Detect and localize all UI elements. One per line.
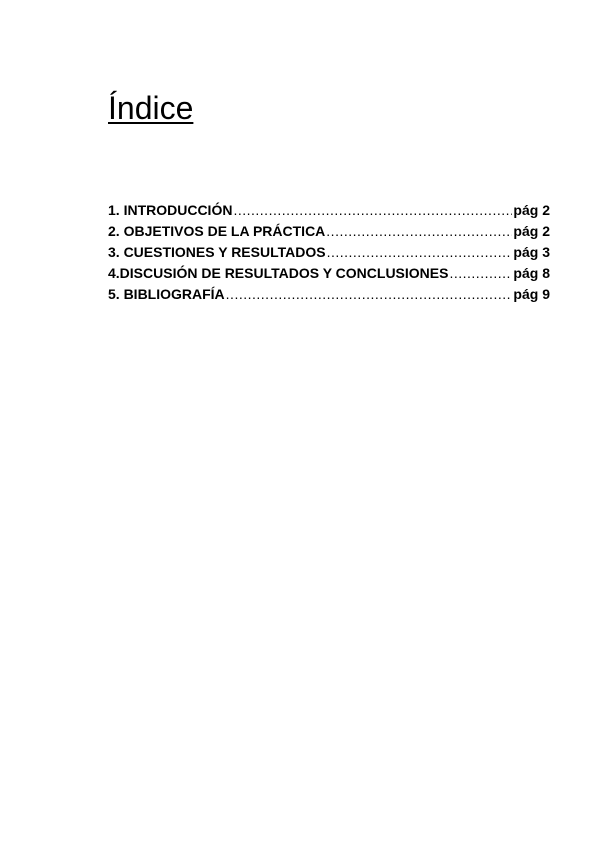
toc-entry-cuestiones — [108, 242, 550, 263]
toc-entry-bibliografia — [108, 284, 550, 305]
toc-entry-page: pág 9 — [513, 286, 550, 302]
toc-entry-label: 5. BIBLIOGRAFÍA — [108, 286, 225, 302]
toc-dot-leader — [233, 200, 512, 221]
toc-entry-discusion — [108, 263, 550, 284]
toc-entry-page: pág 3 — [513, 244, 550, 260]
toc-entry-label: 4.DISCUSIÓN DE RESULTADOS Y CONCLUSIONES — [108, 265, 449, 281]
toc-dot-leader — [449, 263, 512, 284]
toc-dot-leader — [326, 221, 512, 242]
toc-dot-leader — [226, 284, 513, 305]
toc-entry-objetivos — [108, 221, 550, 242]
table-of-contents — [108, 200, 550, 305]
toc-entry-label: 3. CUESTIONES Y RESULTADOS — [108, 244, 326, 260]
toc-dot-leader — [327, 242, 513, 263]
toc-entry-page: pág 2 — [513, 223, 550, 239]
toc-entry-introduccion — [108, 200, 550, 221]
toc-entry-label: 2. OBJETIVOS DE LA PRÁCTICA — [108, 223, 326, 239]
toc-entry-label: 1. INTRODUCCIÓN — [108, 202, 233, 218]
page-title: Índice — [108, 90, 194, 126]
toc-entry-page: pág 2 — [513, 202, 550, 218]
toc-entry-page: pág 8 — [513, 265, 550, 281]
